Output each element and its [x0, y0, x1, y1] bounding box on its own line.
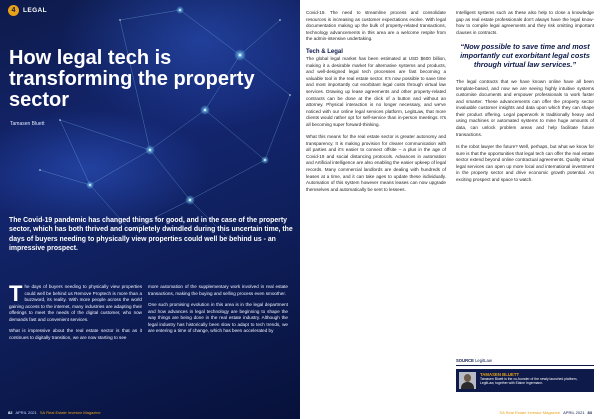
paragraph: Is the robot lawyer the future? Well, perhaps, but what we know for sure is that the opportunities that legal tech can offer the real estate sector extend beyond online contractual agreements. Quality virtual legal services can open up more local and international investment in the property sector and drive economic growth potential. An exciting prospect and space to watch.: [456, 144, 594, 182]
issue-date: APRIL 2021: [563, 409, 585, 415]
source-block: [456, 358, 594, 392]
author-info: [480, 372, 591, 389]
footer-left: [0, 405, 300, 419]
source-label-key: SOURCE: [456, 358, 474, 363]
right-column-1: [306, 10, 446, 199]
footer-right: [499, 405, 592, 419]
byline: Tamasen Bluett: [10, 121, 45, 127]
paragraph: Covid-19. The need to streamline process and consolidate resources is increasing as customer expectations evolve. With legal documentation making up the bulk of property-related transactions, technology advancements in this area are a welcome respite from the admin-intensive undertaking.: [306, 10, 446, 42]
pull-quote: “Now possible to save time and most importantly cut exorbitant legal costs through virtual law services.”: [460, 42, 590, 70]
author-box: [456, 369, 594, 392]
right-column-2: [456, 10, 594, 189]
section-name: LEGAL: [23, 7, 48, 14]
paragraph: more automation of the supplementary work involved in real estate transactions, making the buying and selling process even smoother.: [148, 284, 288, 296]
left-column-2: [148, 284, 288, 340]
page-number: 83: [587, 409, 592, 415]
issue-date: APRIL 2021: [15, 409, 37, 415]
right-page: [300, 0, 600, 419]
paragraph: The global legal market has been estimated at USD $600 billion, making it a desirable market for alternative systems and products, and well-designed legal tech processes are fast becoming a valuable tool in the real estate sector. It's now possible to save time and most importantly cut exorbitant legal costs through virtual law services. Drawing up lease agreements and other property-related contracts can be done at the click of a button and without an attorney. Physical interaction is no longer necessary, and we've noticed with our online legal services platform, LegitLaw, that more clients would rather opt for self-service than in-person meetings. It's all becoming super forward-thinking.: [306, 56, 446, 127]
paragraph: The legal contracts that we have known online have all been template-based, and now we are seeing highly intuitive systems customise documents and empower professionals to work faster and smarter. These advancements can offer the property sector invaluable customer insights and data upon which they can shape their product offering. Legal paperwork is traditionally heavy and using machines or automated systems to mine huge amounts of data, can unlock problem areas and help facilitate future transactions.: [456, 79, 594, 137]
paragraph: What is impressive about the real estate sector is that as it continues to digitally transition, we are now starting to see: [9, 328, 142, 340]
drop-cap: T: [9, 281, 23, 306]
paragraph: [9, 281, 142, 323]
author-bio: Tamasen Bluett is the co-founder of the newly launched platform, LegitLaw, together with Elaine Ingermann.: [480, 377, 578, 386]
subheading: Tech & Legal: [306, 48, 343, 55]
paragraph: What this means for the real estate sector is greater autonomy and transparency. It is making provision for clearer communication with all parties and it's easier to connect offsite – a plus in the age of Covid-19 and social distancing protocols. Advances in automation and Artificial intelligence are also enabling the easier upkeep of legal records. Many commercial landlords are dealing with hundreds of leases at a time, and it can take ages to update these individually. Automation of this system however means leases can now upgrade themselves and automatically be sent to lessees.: [306, 134, 446, 192]
article-headline: How legal tech is transforming the property sector: [9, 47, 255, 111]
standfirst: The Covid-19 pandemic has changed things for good, and in the case of the property sector, which has both thrived and completely dwindled during this uncertain time, the days of buyers needing to physically view properties could well be behind us - an impressive prospect.: [9, 217, 293, 252]
magazine-name: SA Real Estate Investor Magazine: [499, 409, 561, 415]
paragraph: Intelligent systems such as these also help to close a knowledge gap as real estate professionals don't always have the legal know-how to compile legal agreements and they risk omitting important clauses in contracts.: [456, 10, 594, 35]
section-badge: 4: [8, 5, 19, 16]
author-photo: [459, 372, 476, 389]
section-tag: [8, 5, 47, 16]
source-label-value: LegitLaw: [475, 358, 492, 363]
left-column-1: [9, 281, 142, 346]
page-number: 82: [8, 409, 13, 415]
author-box-name: TAMASEN BLUETT: [480, 372, 520, 377]
magazine-name: SA Real Estate Investor Magazine: [39, 409, 101, 415]
paragraph-text: he days of buyers needing to physically view properties could well be behind us Remove Proptech is more than a buzzword, its reality. With more people across the world gaining access to the internet, many industries are adapting their offerings to meet the needs of the digital customer, who now demands fast and convenient services.: [9, 284, 142, 322]
source-label: [456, 358, 594, 366]
paragraph: One such promising evolution in this area is in the legal department and how advances in legal technology are beginning to shape the way things are being done in the real estate industry. Although the legal industry has historically been slow to adapt to tech trends, we are entering a time of change, which has been accelerated by: [148, 302, 288, 334]
